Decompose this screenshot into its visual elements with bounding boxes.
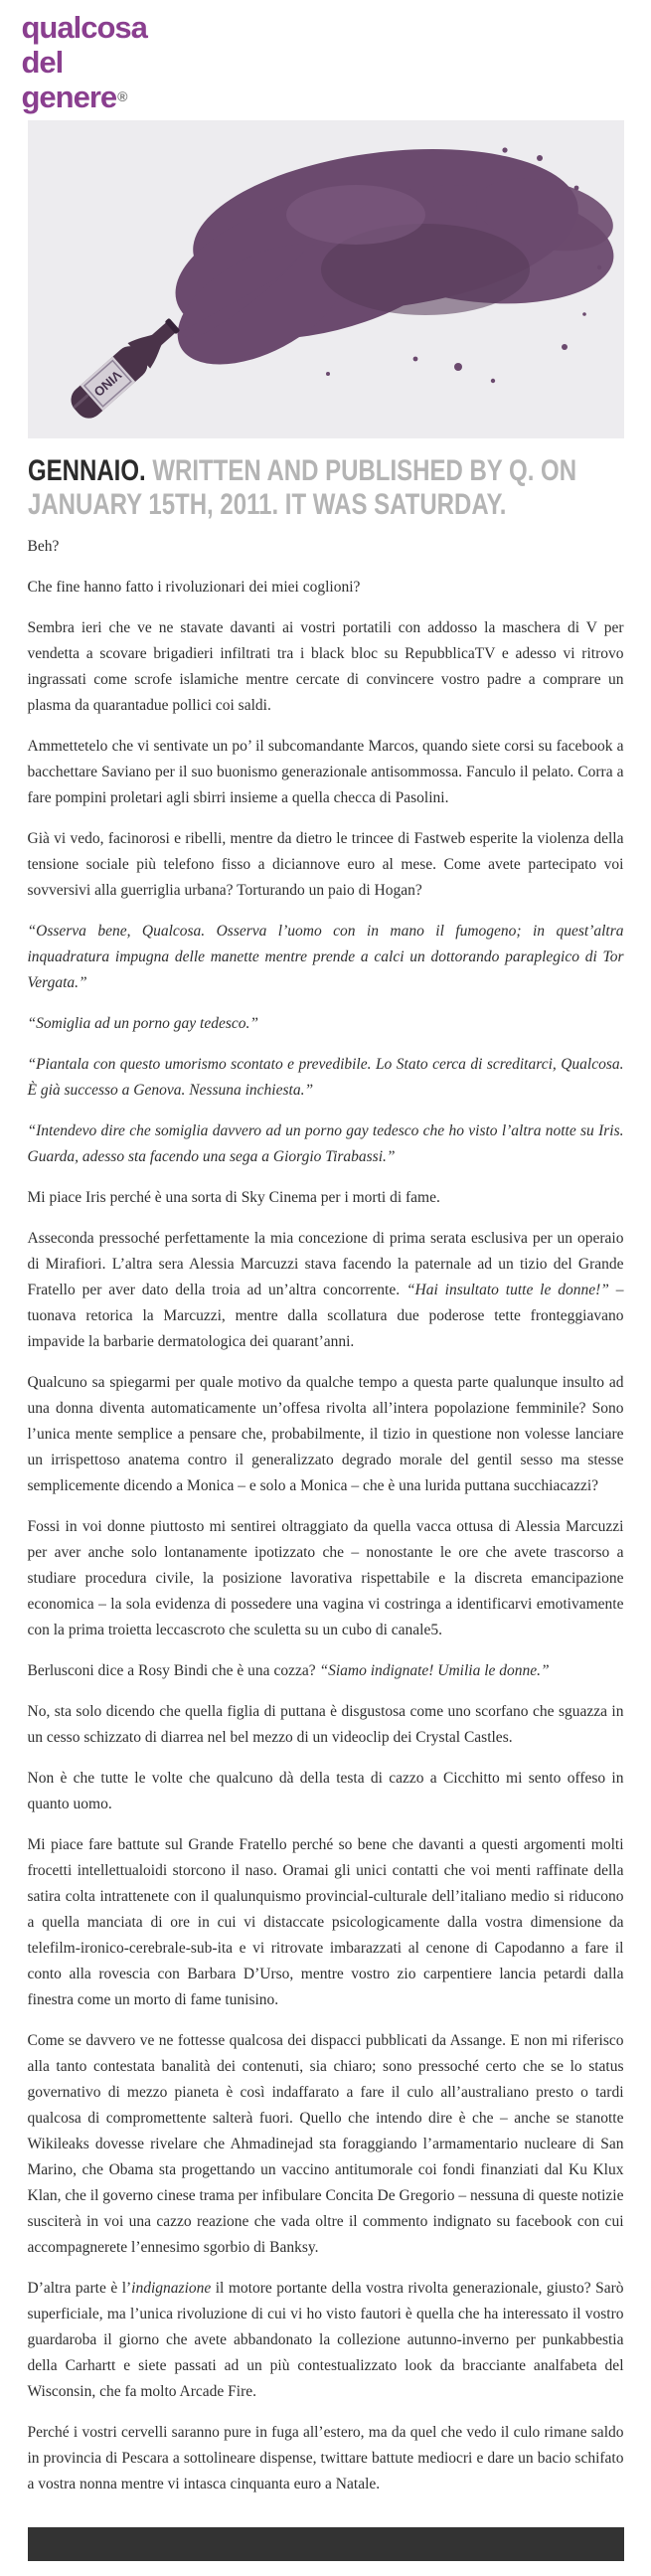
paragraph bbox=[28, 1699, 624, 1751]
paragraph-text-segment: Che fine hanno fatto i rivoluzionari dei miei coglioni? bbox=[27, 579, 361, 596]
paragraph bbox=[28, 1226, 624, 1355]
paragraph-text-segment: Ammettetelo che vi sentivate un po’ il subcomandante Marcos, quando siete corsi su facebook a bacchettare Saviano per il suo buonismo generazionale antisommossa. Fanculo il pelato. Corra a fare pompini proletari agli sbirri insieme a quella checca di Pasolini. bbox=[27, 738, 624, 806]
site-logo[interactable] bbox=[22, 10, 624, 114]
paragraph bbox=[28, 826, 624, 904]
paragraph-text-segment: Sembra ieri che ve ne stavate davanti ai vostri portatili con addosso la maschera di V per vendetta a scovare brigadieri infiltrati tra i black bloc su RepubblicaTV e adesso vi ritrovo ingrassati come scrofe islamiche mentre cercate di convincere vostro padre a comprare un plasma da quarantadue pollici coi saldi. bbox=[27, 619, 624, 714]
paragraph-quote-segment: indignazione bbox=[131, 2280, 212, 2297]
paragraph-quote-segment: “Siamo indignate! Umilia le donne.” bbox=[319, 1662, 550, 1679]
paragraph-text-segment: D’altra parte è l’ bbox=[27, 2280, 132, 2297]
paragraph-text-segment: Già vi vedo, facinorosi e ribelli, mentre da dietro le trincee di Fastweb esperite la violenza della tensione sociale più telefono fisso a diciannove euro al mese. Come avete partecipato voi sovversivi alla guerriglia urbana? Torturando un paio di Hogan? bbox=[27, 830, 624, 899]
paragraph bbox=[28, 1011, 624, 1037]
paragraph bbox=[28, 919, 624, 996]
paragraph bbox=[28, 2276, 624, 2405]
paragraph bbox=[28, 575, 624, 601]
paragraph bbox=[28, 2028, 624, 2261]
paragraph-text-segment: Fossi in voi donne piuttosto mi sentirei oltraggiato da quella vacca ottusa di Alessia Marcuzzi per aver anche solo lontanamente ipotizzato che – nonostante le ore che avete trascorso a studiare procedura civile, la posizione lavorativa rispettabile e la discreta emancipazione economica – la sola evidenza di possedere una vagina vi costringa a identificarvi emotivamente con la prima troietta leccascroto che sculetta su un cubo di canale5. bbox=[27, 1518, 624, 1638]
registered-trademark-icon: ® bbox=[117, 88, 128, 104]
paragraph-quote-segment: “Osserva bene, Qualcosa. Osserva l’uomo con in mano il fumogeno; in quest’altra inquadratura impugna delle manette mentre prende a calci un dottorando paraplegico di Tor Vergata.” bbox=[27, 923, 624, 991]
paragraph-quote-segment: “Intendevo dire che somiglia davvero ad un porno gay tedesco che ho visto l’altra notte su Iris. Guarda, adesso sta facendo una sega a Giorgio Tirabassi.” bbox=[27, 1122, 624, 1165]
logo-line-1: qualcosa bbox=[21, 10, 147, 45]
paragraph bbox=[28, 734, 624, 811]
paragraph-text-segment: Come se davvero ve ne fottesse qualcosa dei dispacci pubblicati da Assange. E non mi riferisco alla tanto contestata banalità dei contenuti, sia chiaro; sono pressoché certo che se lo status governativo di mezzo pianeta è così indaffarato a fare il culo all’australiano presto o tardi qualcosa di compromettente salterà fuori. Quello che intendo dire è che – anche se stanotte Wikileaks dovesse rivelare che Ahmadinejad sta foraggiando l’armamentario nucleare di San Marino, che Obama sta progettando un vaccino antitumorale coi fondi finanziati dal Ku Klux Klan, che il governo cinese trama per infibulare Concita De Gregorio – nessuna di queste notizie susciterà in voi una cazzo reazione che vada oltre il commento indignato su facebook con cui accompagnerete l’ennesimo sgorbio di Banksy. bbox=[27, 2032, 624, 2256]
paragraph bbox=[28, 1185, 624, 1211]
paragraph bbox=[28, 2420, 624, 2497]
paragraph bbox=[28, 1052, 624, 1104]
footer-bar bbox=[28, 2527, 624, 2561]
paragraph bbox=[28, 1658, 624, 1684]
paragraph bbox=[28, 1118, 624, 1170]
paragraph-text-segment: Non è che tutte le volte che qualcuno dà della testa di cazzo a Cicchitto mi sento offeso in quanto uomo. bbox=[27, 1770, 624, 1812]
paragraph-text-segment: – tuonava retorica la Marcuzzi, mentre dalla scollatura due poderose tette fronteggiavano impavide la barbarie dermatologica dei quarant’anni. bbox=[27, 1282, 624, 1350]
paragraph-text-segment: Perché i vostri cervelli saranno pure in fuga all’estero, ma da quel che vedo il culo rimane saldo in provincia di Pescara a sottolineare dispense, twittare battute mediocri e dare un bacio schifato a vostra nonna mentre vi intasca cinquanta euro a Natale. bbox=[27, 2424, 624, 2492]
paragraph bbox=[28, 1832, 624, 2013]
paragraph-text-segment: Berlusconi dice a Rosy Bindi che è una cozza? bbox=[27, 1662, 320, 1679]
paragraph-text-segment: Beh? bbox=[27, 538, 60, 555]
post-body bbox=[28, 534, 624, 2497]
paragraph bbox=[28, 615, 624, 719]
logo-line-2: del bbox=[21, 45, 64, 80]
paragraph-text-segment: Qualcuno sa spiegarmi per quale motivo da qualche tempo a questa parte qualunque insulto ad una donna diventa automaticamente un’offesa rivolta all’intera popolazione femminile? Sono l’unica mente semplice a pensare che, probabilmente, il tizio in questione non volesse lanciare un irrispettoso anatema contro il generalizzato degrado morale del gentil sesso ma stesse semplicemente dicendo a Monica – e solo a Monica – che è una lurida puttana succhiacazzi? bbox=[27, 1374, 624, 1494]
paragraph-quote-segment: “Hai insultato tutte le donne!” bbox=[406, 1282, 609, 1298]
paragraph-text-segment: Mi piace Iris perché è una sorta di Sky Cinema per i morti di fame. bbox=[27, 1189, 440, 1206]
paragraph-text-segment: il motore portante della vostra rivolta generazionale, giusto? Sarò superficiale, ma l’unica rivoluzione di cui vi ho visto fautori è quella che ha interessato il vostro guardaroba il giorno che avete abbandonato la collezione autunno-inverno per punkabbestia della Carhartt e siete passati ad un più contestualizzato look da bracciante analfabeta del Wisconsin, che fa molto Arcade Fire. bbox=[27, 2280, 624, 2400]
hero-bottle-splash-image bbox=[28, 120, 624, 438]
bottle-label-text: VINO bbox=[90, 367, 124, 400]
paragraph-text-segment: Mi piace fare battute sul Grande Fratello perché so bene che davanti a questi argomenti molti frocetti intellettualoidi storcono il naso. Oramai gli unici contatti che voi menti raffinate della satira colta intrattenete con il qualunquismo provincial-culturale dell’italiano medio si riducono a quella manciata di ore in cui vi distaccate psicologicamente dalla vostra dimensione da telefilm-ironico-cerebrale-sub-ita e vi ritrovate imbarazzati al cenone di Capodanno a fare il conto alla rovescia con Barbara D’Urso, mentre vostro zio carpentiere lancia petardi dalla finestra come un morto di fame tunisino. bbox=[27, 1836, 624, 2008]
blog-page bbox=[21, 0, 624, 2576]
paragraph bbox=[28, 1370, 624, 1499]
paragraph-quote-segment: “Piantala con questo umorismo scontato e prevedibile. Lo Stato cerca di screditarci, Qualcosa. È già successo a Genova. Nessuna inchiesta.” bbox=[27, 1056, 624, 1099]
paragraph-quote-segment: “Somiglia ad un porno gay tedesco.” bbox=[27, 1015, 258, 1032]
paragraph bbox=[28, 1514, 624, 1643]
post-title-month: GENNAIO. bbox=[27, 454, 146, 487]
paragraph bbox=[28, 534, 624, 560]
paragraph bbox=[28, 1766, 624, 1817]
logo-line-3: genere bbox=[21, 80, 117, 114]
paragraph-text-segment: Asseconda pressoché perfettamente la mia concezione di prima serata esclusiva per un operaio di Mirafiori. L’altra sera Alessia Marcuzzi stava facendo la paternale ad un tizio del Grande Fratello per aver dato della troia ad un’altra concorrente. bbox=[27, 1230, 624, 1298]
post-title bbox=[28, 454, 624, 522]
post-meta: WRITTEN AND PUBLISHED BY Q. ON JANUARY 15TH, 2011. IT WAS SATURDAY. bbox=[27, 454, 576, 521]
paragraph-text-segment: No, sta solo dicendo che quella figlia di puttana è disgustosa come uno scorfano che sguazza in un cesso schizzato di diarrea nel bel mezzo di un videoclip dei Crystal Castles. bbox=[27, 1703, 624, 1746]
